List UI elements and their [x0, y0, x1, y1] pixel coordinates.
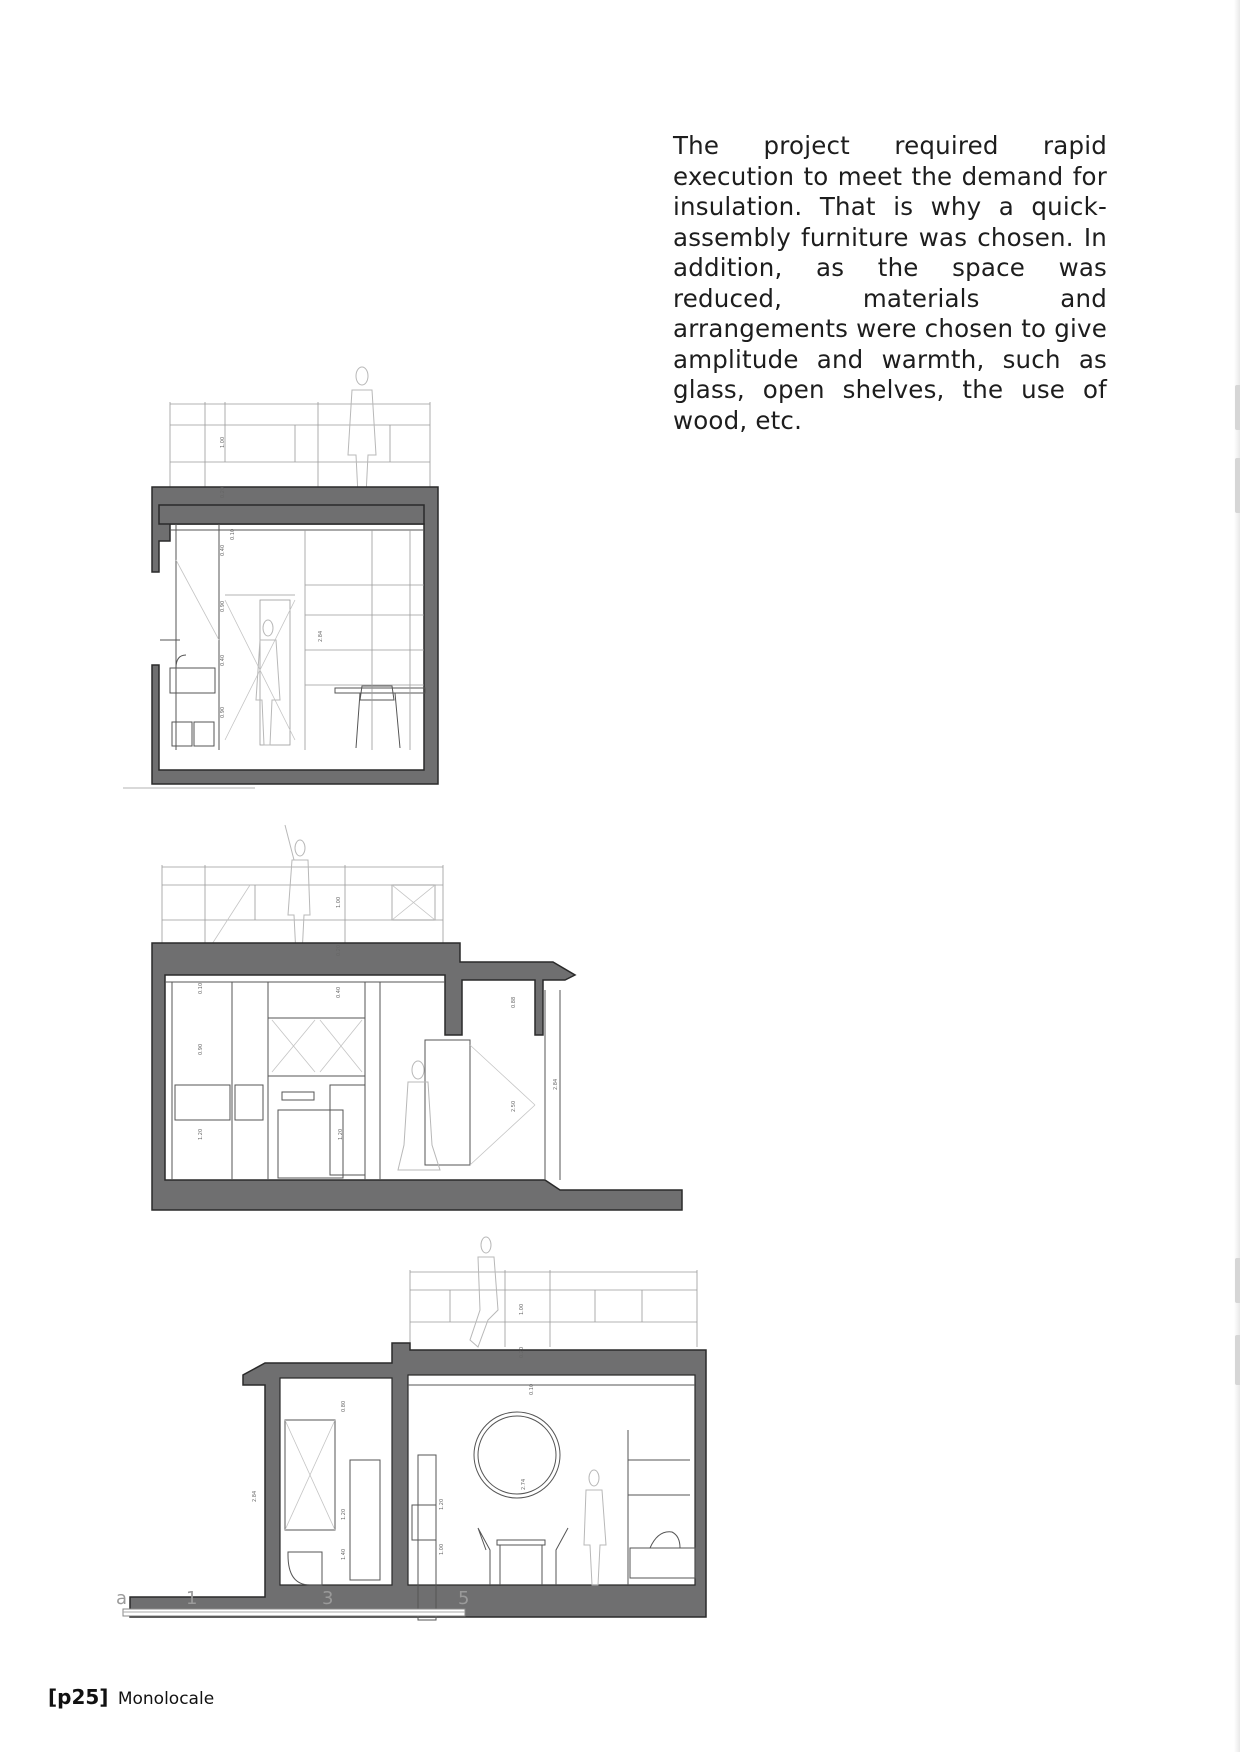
svg-text:0.40: 0.40: [220, 654, 226, 666]
scale-label-3: 3: [322, 1588, 334, 1609]
svg-text:0.80: 0.80: [341, 1400, 347, 1412]
section-2: [152, 825, 682, 1210]
human-figure-4: [398, 1061, 440, 1170]
svg-text:2.50: 2.50: [511, 1100, 517, 1112]
dim-labels-2: [198, 897, 559, 1140]
svg-text:1.00: 1.00: [519, 1303, 525, 1315]
interior-1: [160, 524, 425, 750]
svg-text:1.20: 1.20: [439, 1498, 445, 1510]
svg-text:0.10: 0.10: [230, 528, 236, 540]
svg-text:1.00: 1.00: [439, 1543, 445, 1555]
svg-text:1.00: 1.00: [220, 436, 226, 448]
svg-text:0.20: 0.20: [220, 486, 226, 498]
human-figure-1: [348, 367, 376, 495]
svg-text:1.20: 1.20: [198, 1128, 204, 1140]
svg-text:0.40: 0.40: [220, 544, 226, 556]
svg-text:1.20: 1.20: [338, 1128, 344, 1140]
svg-text:2.84: 2.84: [252, 1490, 258, 1502]
svg-text:0.90: 0.90: [220, 706, 226, 718]
scale-label-a: a: [116, 1588, 128, 1609]
footer-title: Monolocale: [117, 1689, 215, 1709]
mezzanine-railing-3: [410, 1270, 697, 1347]
svg-text:1.40: 1.40: [341, 1548, 347, 1560]
svg-text:0.20: 0.20: [519, 1346, 525, 1358]
svg-text:2.84: 2.84: [553, 1078, 559, 1090]
svg-text:0.88: 0.88: [511, 996, 517, 1008]
svg-text:1.20: 1.20: [341, 1508, 347, 1520]
shelving-1: [225, 530, 424, 750]
body-paragraph: The project required rapid execution to meet the demand for insulation. That is why a quick-assembly furniture was chosen. In addition, as the space was reduced, materials and arrangements were chosen to give amplitude and warmth, such as glass, open shelves, the use of wood, etc.: [673, 131, 1107, 435]
svg-text:2.74: 2.74: [521, 1478, 527, 1490]
mezzanine-railing: [170, 402, 430, 487]
svg-text:0.90: 0.90: [220, 600, 226, 612]
page-footer: [48, 1685, 214, 1709]
section-1: [123, 367, 438, 788]
scale-label-1: 1: [186, 1588, 198, 1609]
page-number: [p25]: [48, 1685, 109, 1709]
svg-text:2.84: 2.84: [318, 630, 324, 642]
svg-text:0.40: 0.40: [336, 986, 342, 998]
scale-label-5: 5: [458, 1588, 470, 1609]
svg-text:0.10: 0.10: [198, 982, 204, 994]
human-figure-5: [470, 1237, 498, 1347]
svg-text:1.00: 1.00: [336, 896, 342, 908]
svg-text:0.20: 0.20: [336, 944, 342, 956]
svg-text:0.10: 0.10: [529, 1383, 535, 1395]
human-figure-3: [285, 825, 310, 955]
dim-labels-1: [220, 437, 324, 718]
section-3: [130, 1237, 706, 1620]
interior-2: [165, 982, 560, 1180]
svg-text:0.90: 0.90: [198, 1043, 204, 1055]
